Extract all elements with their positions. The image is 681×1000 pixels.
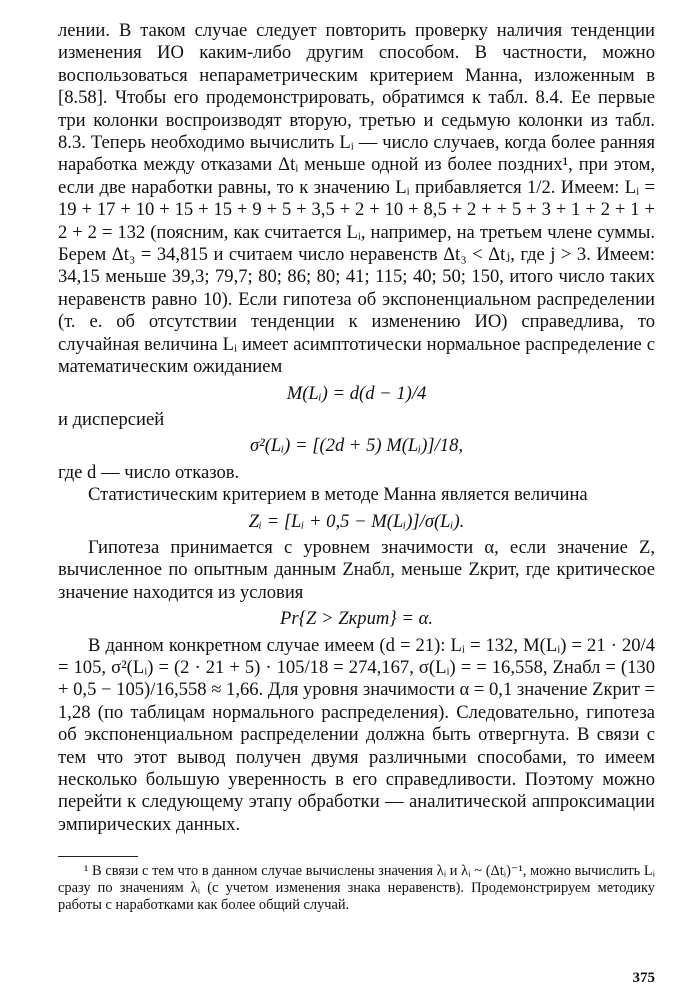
page-number: 375 xyxy=(632,970,655,986)
formula-probability: Pr{Z > Zкрит} = α. xyxy=(280,608,433,630)
paragraph-mann-intro: лении. В таком случае следует повторить проверку наличия тенденции изменения ИО каким-либо другим способом. В частности, можно воспользоваться непараметрическим критерием Манна, изложенным в [8.58]. Чтобы его продемонстрировать, обратимся к табл. 8.4. Ее первые три колонки воспроизводят вторую, третью и седьмую колонки из табл. 8.3. Теперь необходимо вычислить Lᵢ — число случаев, когда более ранняя наработка между отказами Δtᵢ меньше одной из более поздних¹, при этом, если две наработки равны, то к значению Lᵢ прибавляется 1/2. Имеем: Lᵢ = 19 + 17 + 10 + 15 + 15 + 9 + 5 + 3,5 + 2 + 10 + 8,5 + 2 + + 5 + 3 + 1 + 2 + 1 + 2 + 2 = 132 (поясним, как считается Lᵢ, например, на третьем члене суммы. Берем Δt₃ = 34,815 и считаем число неравенств Δt₃ < Δtⱼ, где j > 3. Имеем: 34,15 меньше 39,3; 79,7; 80; 86; 80; 41; 115; 40; 50; 150, итого число таких неравенств равно 10). Если гипотеза об экспоненциальном распределении (т. е. об отсутствии тенденции к изменению ИО) справедлива, то случайная величина Lᵢ имеет асимптотически нормальное распределение с математическим ожиданием xyxy=(58,20,655,378)
footnote-divider xyxy=(58,856,138,857)
paragraph-criterion: Статистическим критерием в методе Манна является величина xyxy=(88,484,588,506)
footnote: ¹ В связи с тем что в данном случае вычислены значения λᵢ и λᵢ ~ (Δtᵢ)⁻¹, можно вычислить Lᵢ сразу по значениям λᵢ (с учетом изменения знака неравенств). Продемонстрируем методику работы с наработками как более общий случай. xyxy=(58,863,655,914)
text-and-variance: и дисперсией xyxy=(58,408,165,430)
paragraph-hypothesis: Гипотеза принимается с уровнем значимости α, если значение Z, вычисленное по опытным данным Zнабл, меньше Zкрит, где критическое значение находится из условия xyxy=(58,536,655,603)
text-d-definition: где d — число отказов. xyxy=(58,461,240,483)
formula-z-statistic: Zᵢ = [Lᵢ + 0,5 − M(Lᵢ)]/σ(Lᵢ). xyxy=(248,510,465,532)
formula-variance: σ²(Lᵢ) = [(2d + 5) M(Lᵢ)]/18, xyxy=(249,435,464,457)
formula-expectation: M(Lᵢ) = d(d − 1)/4 xyxy=(286,382,427,404)
paragraph-calculation: В данном конкретном случае имеем (d = 21): Lᵢ = 132, M(Lᵢ) = 21 · 20/4 = 105, σ²(Lᵢ) = (2 · 21 + 5) · 105/18 = 274,167, σ(Lᵢ) = = 16,558, Zнабл = (130 + 0,5 − 105)/16,558 ≈ 1,66. Для уровня значимости α = 0,1 значение Zкрит = 1,28 (по таблицам нормального распределения). Следовательно, гипотеза об экспоненциальном распределении должна быть отвергнута. В связи с тем что этот вывод получен двумя различными способами, то имеем несколько большую уверенность в его справедливости. Поэтому можно перейти к следующему этапу обработки — аналитической аппроксимации эмпирических данных. xyxy=(58,634,655,835)
